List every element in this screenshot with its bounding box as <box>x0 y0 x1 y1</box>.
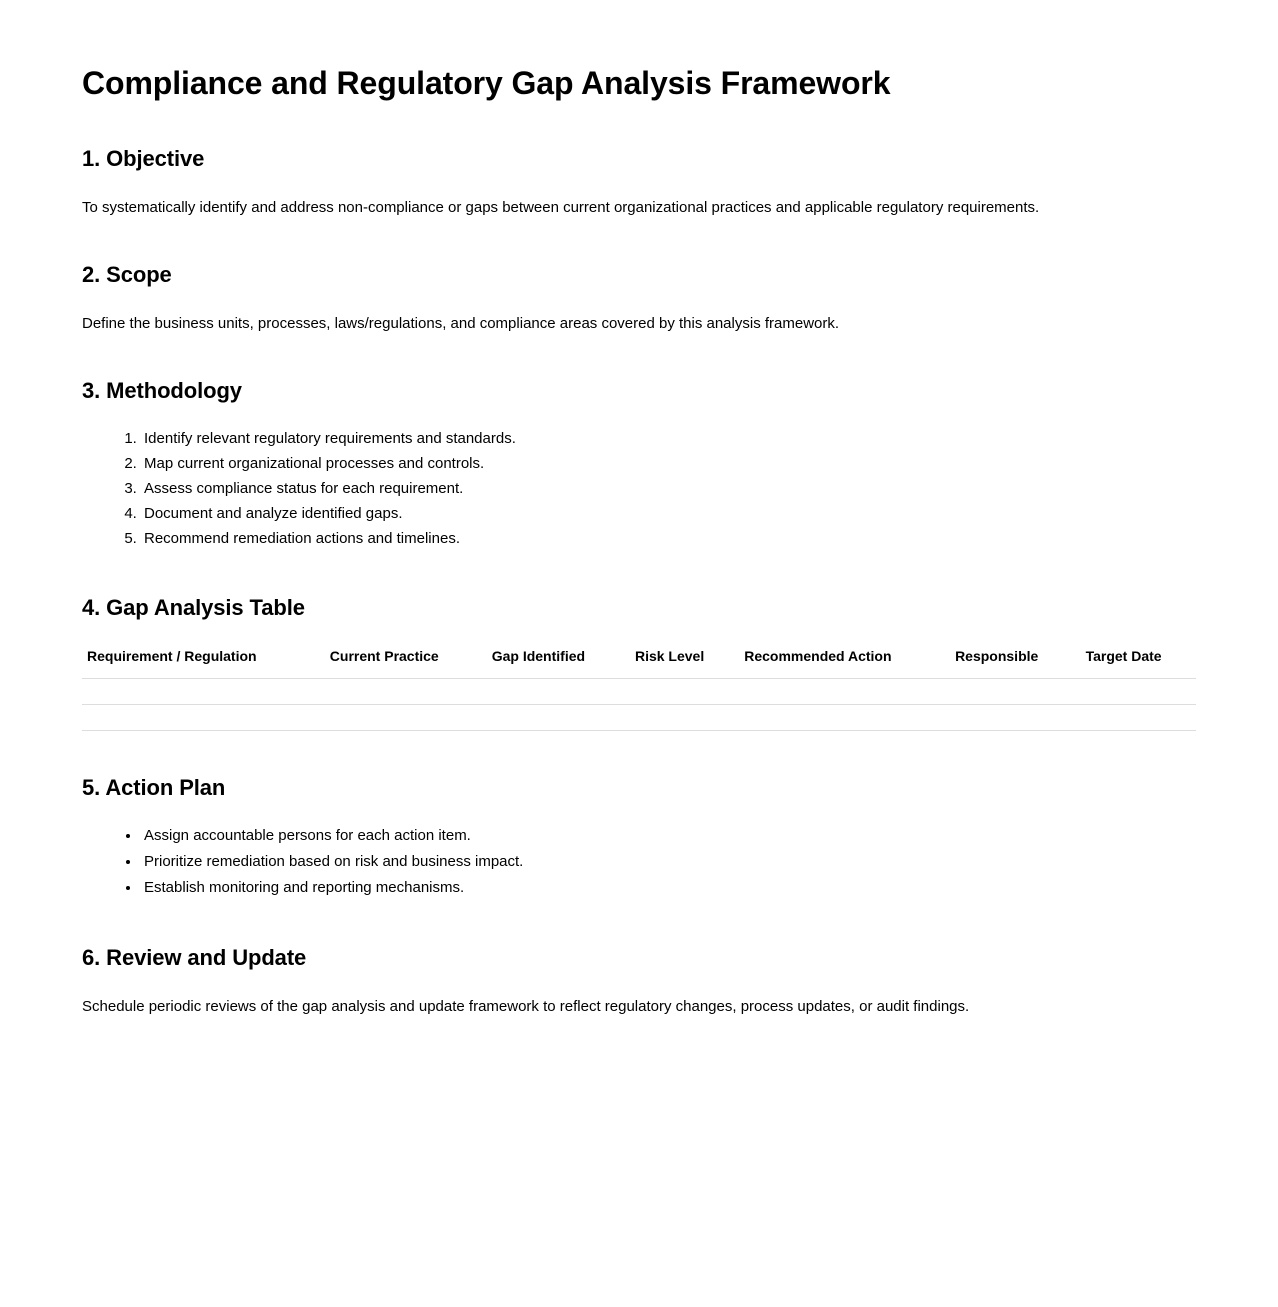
column-header-recommended-action: Recommended Action <box>739 648 950 679</box>
table-cell[interactable] <box>630 679 739 705</box>
page-title: Compliance and Regulatory Gap Analysis Framework <box>82 65 891 101</box>
list-item: • Assign accountable persons for each action item. <box>141 823 1198 849</box>
table-cell[interactable] <box>950 679 1081 705</box>
list-item: 1. Identify relevant regulatory requirements and standards. <box>141 426 1198 451</box>
table-cell[interactable] <box>325 705 487 731</box>
section-heading-objective: 1. Objective <box>82 146 205 171</box>
column-header-risk-level: Risk Level <box>630 648 739 679</box>
table-cell[interactable] <box>630 705 739 731</box>
list-item: 5. Recommend remediation actions and timelines. <box>141 526 1198 551</box>
column-header-gap-identified: Gap Identified <box>487 648 630 679</box>
column-header-requirement-regulation: Requirement / Regulation <box>82 648 325 679</box>
table-cell[interactable] <box>1081 679 1196 705</box>
list-item: 4. Document and analyze identified gaps. <box>141 501 1198 526</box>
table-cell[interactable] <box>325 679 487 705</box>
table-cell[interactable] <box>739 705 950 731</box>
table-header <box>82 648 1196 679</box>
table-cell[interactable] <box>1081 705 1196 731</box>
list-item: 3. Assess compliance status for each requirement. <box>141 476 1198 501</box>
table-header-row <box>82 648 1196 679</box>
table-cell[interactable] <box>487 679 630 705</box>
table-body <box>82 679 1196 731</box>
gap-analysis-table <box>82 648 1196 731</box>
column-header-current-practice: Current Practice <box>325 648 487 679</box>
column-header-target-date: Target Date <box>1081 648 1196 679</box>
section-heading-scope: 2. Scope <box>82 262 172 287</box>
section-heading-review-and-update: 6. Review and Update <box>82 945 307 970</box>
list-item: • Establish monitoring and reporting mechanisms. <box>141 875 1198 901</box>
column-header-responsible: Responsible <box>950 648 1081 679</box>
table-cell[interactable] <box>82 679 325 705</box>
table-row[interactable] <box>82 705 1196 731</box>
table-cell[interactable] <box>739 679 950 705</box>
table-cell[interactable] <box>487 705 630 731</box>
list-item: 2. Map current organizational processes and controls. <box>141 451 1198 476</box>
table-cell[interactable] <box>950 705 1081 731</box>
section-paragraph-scope: Define the business units, processes, laws/regulations, and compliance areas covered by this analysis framework. <box>82 315 840 332</box>
section-paragraph-review-and-update: Schedule periodic reviews of the gap analysis and update framework to reflect regulatory changes, process updates, or audit findings. <box>82 998 970 1015</box>
section-heading-methodology: 3. Methodology <box>82 378 242 403</box>
action-plan-list <box>82 823 1198 901</box>
section-paragraph-objective: To systematically identify and address non-compliance or gaps between current organizational practices and applicable regulatory requirements. <box>82 199 1040 216</box>
list-item: • Prioritize remediation based on risk and business impact. <box>141 849 1198 875</box>
page-bottom-whitespace <box>82 1017 1198 1307</box>
section-heading-gap-analysis-table: 4. Gap Analysis Table <box>82 595 305 620</box>
methodology-list <box>82 426 1198 551</box>
table-row[interactable] <box>82 679 1196 705</box>
section-heading-action-plan: 5. Action Plan <box>82 775 226 800</box>
table-cell[interactable] <box>82 705 325 731</box>
